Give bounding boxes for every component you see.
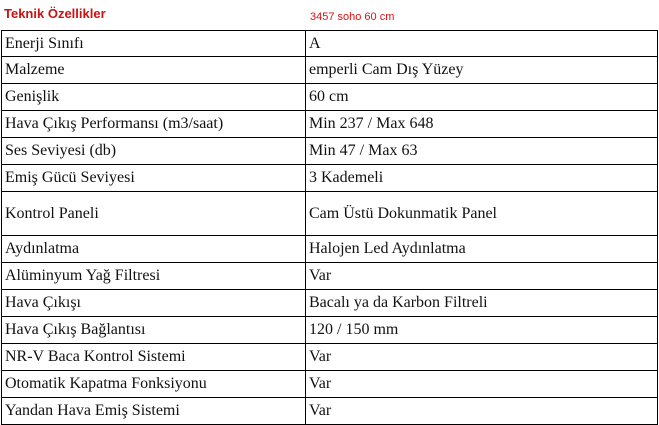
spec-header [0, 0, 659, 30]
spec-label: Otomatik Kapatma Fonksiyonu [2, 371, 306, 398]
spec-value: A [306, 31, 658, 57]
table-row [2, 317, 658, 344]
table-row [2, 57, 658, 84]
spec-label: Alüminyum Yağ Filtresi [2, 263, 306, 290]
spec-table [1, 30, 658, 425]
spec-value: Halojen Led Aydınlatma [306, 236, 658, 263]
spec-label: Hava Çıkışı [2, 290, 306, 317]
spec-label: Hava Çıkış Bağlantısı [2, 317, 306, 344]
table-row [2, 111, 658, 138]
spec-value: Var [306, 398, 658, 425]
spec-label: NR-V Baca Kontrol Sistemi [2, 344, 306, 371]
table-row [2, 290, 658, 317]
table-row [2, 344, 658, 371]
table-row [2, 31, 658, 57]
table-row [2, 165, 658, 192]
spec-value: Bacalı ya da Karbon Filtreli [306, 290, 658, 317]
spec-label: Genişlik [2, 84, 306, 111]
spec-label: Malzeme [2, 57, 306, 84]
spec-label: Ses Seviyesi (db) [2, 138, 306, 165]
spec-value: 120 / 150 mm [306, 317, 658, 344]
spec-value: Cam Üstü Dokunmatik Panel [306, 192, 658, 236]
spec-value: 60 cm [306, 84, 658, 111]
table-row [2, 84, 658, 111]
table-row [2, 138, 658, 165]
product-subtitle: 3457 soho 60 cm [310, 11, 395, 23]
spec-value: Min 237 / Max 648 [306, 111, 658, 138]
table-row [2, 371, 658, 398]
spec-label: Emiş Gücü Seviyesi [2, 165, 306, 192]
table-row [2, 263, 658, 290]
table-row [2, 398, 658, 425]
spec-label: Aydınlatma [2, 236, 306, 263]
spec-label: Yandan Hava Emiş Sistemi [2, 398, 306, 425]
spec-value: emperli Cam Dış Yüzey [306, 57, 658, 84]
spec-label: Kontrol Paneli [2, 192, 306, 236]
spec-label: Hava Çıkış Performansı (m3/saat) [2, 111, 306, 138]
spec-label: Enerji Sınıfı [2, 31, 306, 57]
table-row [2, 192, 658, 236]
spec-value: 3 Kademeli [306, 165, 658, 192]
spec-value: Var [306, 371, 658, 398]
spec-value: Min 47 / Max 63 [306, 138, 658, 165]
spec-value: Var [306, 344, 658, 371]
page-title: Teknik Özellikler [4, 6, 106, 21]
spec-value: Var [306, 263, 658, 290]
table-row [2, 236, 658, 263]
